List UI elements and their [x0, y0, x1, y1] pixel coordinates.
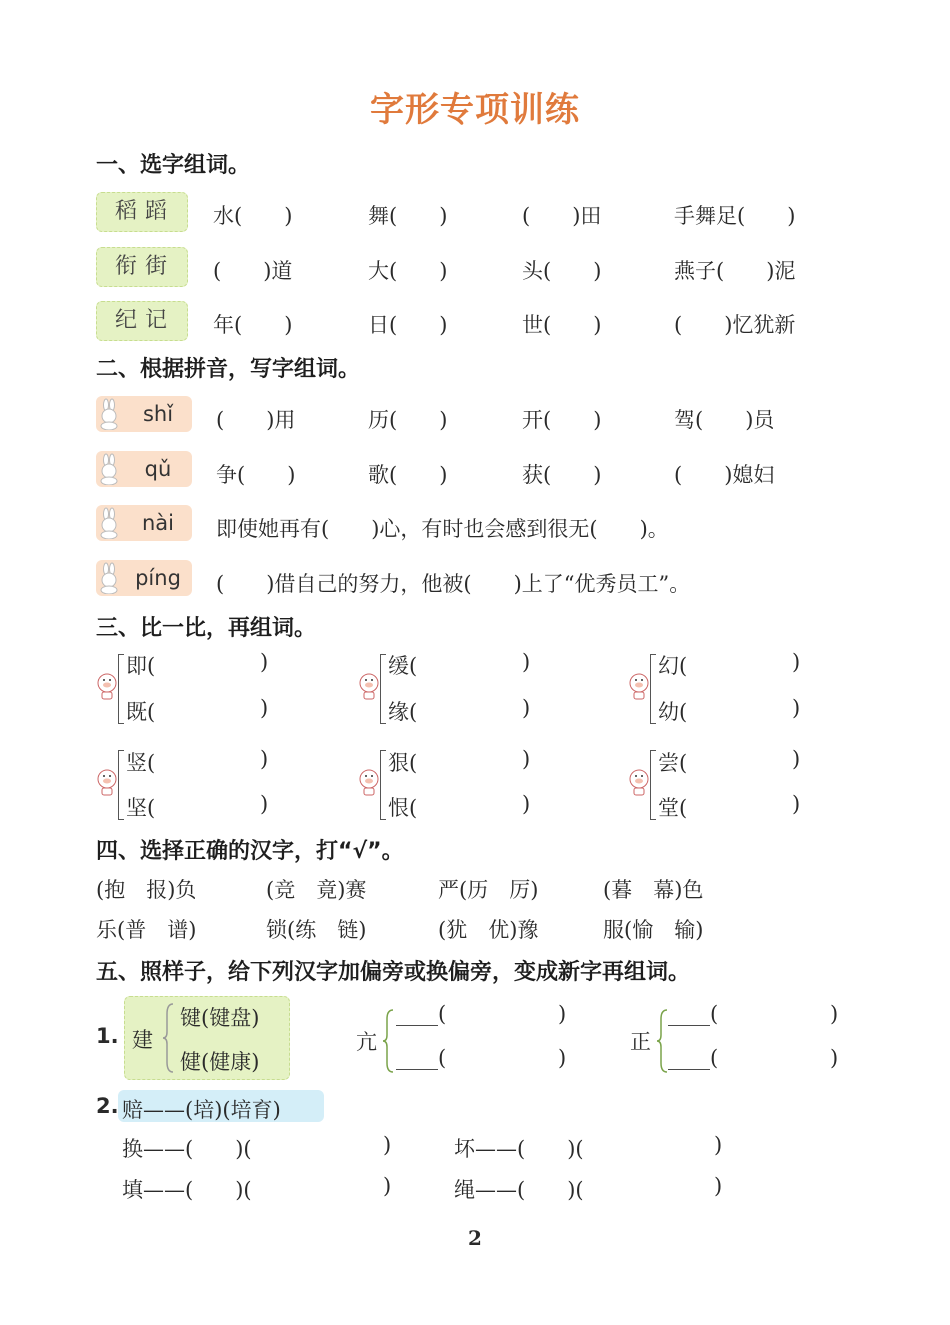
pinyin-tag — [96, 505, 192, 541]
close-paren: ) — [522, 650, 531, 674]
fill-blank: ( )道 — [213, 259, 293, 283]
piglet-icon — [96, 768, 118, 796]
example-char: 建 — [132, 1028, 153, 1052]
close-paren: ) — [792, 747, 801, 771]
fill-blank: 换——( )( — [122, 1137, 252, 1161]
bracket — [118, 750, 124, 820]
blank-line: ____( — [396, 1046, 447, 1070]
compare-char: 缘( — [388, 700, 418, 724]
pinyin-label: nài — [141, 511, 174, 535]
choice-item: 严(历 厉) — [438, 878, 539, 902]
close-paren: ) — [260, 650, 269, 674]
fill-blank: 歌( ) — [368, 463, 448, 487]
sentence-blank: 即使她再有( )心，有时也会感到很无( )。 — [216, 517, 669, 541]
close-paren: ) — [792, 696, 801, 720]
fill-blank: 头( ) — [522, 259, 602, 283]
piglet-icon — [358, 672, 380, 700]
piglet-icon — [358, 768, 380, 796]
example-word: 健(健康) — [180, 1050, 260, 1074]
fill-blank: 水( ) — [213, 204, 293, 228]
choice-item: (竞 竟)赛 — [266, 878, 367, 902]
fill-blank: 开( ) — [522, 408, 602, 432]
bracket — [380, 654, 386, 724]
char-choice-tag: 衔街 — [96, 247, 188, 287]
fill-blank: ( )忆犹新 — [674, 313, 796, 337]
choice-item: 乐(普 谱) — [96, 918, 197, 942]
choice-item: (犹 优)豫 — [438, 918, 539, 942]
bracket — [118, 654, 124, 724]
fill-blank: ( )媳妇 — [674, 463, 775, 487]
bunny-icon — [98, 562, 120, 594]
choice-item: 锁(练 链) — [266, 918, 367, 942]
blank-line: ____( — [668, 1002, 719, 1026]
choice-item: 服(愉 输) — [603, 918, 704, 942]
fill-blank: 坏——( )( — [454, 1137, 584, 1161]
page-title: 字形专项训练 — [370, 90, 580, 130]
fill-blank: ( )用 — [216, 408, 296, 432]
piglet-icon — [628, 672, 650, 700]
choice-item: (抱 报)负 — [96, 878, 197, 902]
pinyin-tag — [96, 396, 192, 432]
close-paren: ) — [830, 1002, 839, 1026]
bracket — [380, 750, 386, 820]
close-paren: ) — [830, 1046, 839, 1070]
curly-brace — [656, 1008, 668, 1074]
blank-line: ____( — [396, 1002, 447, 1026]
close-paren: ) — [383, 1174, 392, 1198]
bracket — [650, 750, 656, 820]
compare-char: 堂( — [658, 796, 688, 820]
piglet-icon — [96, 672, 118, 700]
section-1-heading: 一、选字组词。 — [96, 153, 251, 178]
base-char: 亢 — [356, 1030, 377, 1054]
fill-blank: 争( ) — [216, 463, 296, 487]
char-choice-tag: 稻蹈 — [96, 192, 188, 232]
close-paren: ) — [558, 1046, 567, 1070]
compare-char: 幻( — [658, 654, 688, 678]
compare-char: 即( — [126, 654, 156, 678]
pinyin-label: qǔ — [144, 457, 172, 481]
fill-blank: 世( ) — [522, 313, 602, 337]
piglet-icon — [628, 768, 650, 796]
fill-blank: 驾( )员 — [674, 408, 775, 432]
fill-blank: 年( ) — [213, 313, 293, 337]
close-paren: ) — [260, 747, 269, 771]
curly-brace — [382, 1008, 394, 1074]
fill-blank: 历( ) — [368, 408, 448, 432]
pinyin-tag — [96, 560, 192, 596]
close-paren: ) — [792, 650, 801, 674]
close-paren: ) — [558, 1002, 567, 1026]
close-paren: ) — [522, 792, 531, 816]
section-3-heading: 三、比一比，再组词。 — [96, 616, 317, 641]
compare-char: 既( — [126, 700, 156, 724]
section-2-heading: 二、根据拼音，写字组词。 — [96, 357, 361, 382]
question-number: 2. — [96, 1094, 119, 1118]
sentence-blank: ( )借自己的努力，他被( )上了“优秀员工”。 — [216, 572, 691, 596]
bunny-icon — [98, 507, 120, 539]
blank-line: ____( — [668, 1046, 719, 1070]
fill-blank: 日( ) — [368, 313, 448, 337]
compare-char: 尝( — [658, 751, 688, 775]
question-number: 1. — [96, 1024, 119, 1048]
char-choice-tag: 纪记 — [96, 301, 188, 341]
close-paren: ) — [383, 1133, 392, 1157]
close-paren: ) — [714, 1174, 723, 1198]
fill-blank: 获( ) — [522, 463, 602, 487]
pinyin-tag — [96, 451, 192, 487]
fill-blank: 手舞足( ) — [674, 204, 796, 228]
pinyin-label: shǐ — [142, 402, 174, 426]
bracket — [650, 654, 656, 724]
close-paren: ) — [792, 792, 801, 816]
close-paren: ) — [522, 747, 531, 771]
compare-char: 狠( — [388, 751, 418, 775]
bunny-icon — [98, 398, 120, 430]
example-2: 赔——(培)(培育) — [122, 1098, 281, 1122]
example-word: 键(键盘) — [180, 1006, 260, 1030]
fill-blank: 燕子( )泥 — [674, 259, 796, 283]
curly-brace — [162, 1002, 174, 1074]
choice-item: (暮 幕)色 — [603, 878, 704, 902]
compare-char: 幼( — [658, 700, 688, 724]
close-paren: ) — [522, 696, 531, 720]
fill-blank: ( )田 — [522, 204, 602, 228]
compare-char: 恨( — [388, 796, 418, 820]
fill-blank: 大( ) — [368, 259, 448, 283]
section-4-heading: 四、选择正确的汉字，打“√”。 — [96, 839, 404, 864]
base-char: 正 — [630, 1030, 651, 1054]
close-paren: ) — [260, 792, 269, 816]
page-number: 2 — [468, 1226, 482, 1250]
section-5-heading: 五、照样子，给下列汉字加偏旁或换偏旁，变成新字再组词。 — [96, 960, 691, 985]
compare-char: 坚( — [126, 796, 156, 820]
close-paren: ) — [714, 1133, 723, 1157]
compare-char: 缓( — [388, 654, 418, 678]
close-paren: ) — [260, 696, 269, 720]
fill-blank: 绳——( )( — [454, 1178, 584, 1202]
fill-blank: 填——( )( — [122, 1178, 252, 1202]
bunny-icon — [98, 453, 120, 485]
fill-blank: 舞( ) — [368, 204, 448, 228]
pinyin-label: píng — [135, 566, 181, 590]
compare-char: 竖( — [126, 751, 156, 775]
